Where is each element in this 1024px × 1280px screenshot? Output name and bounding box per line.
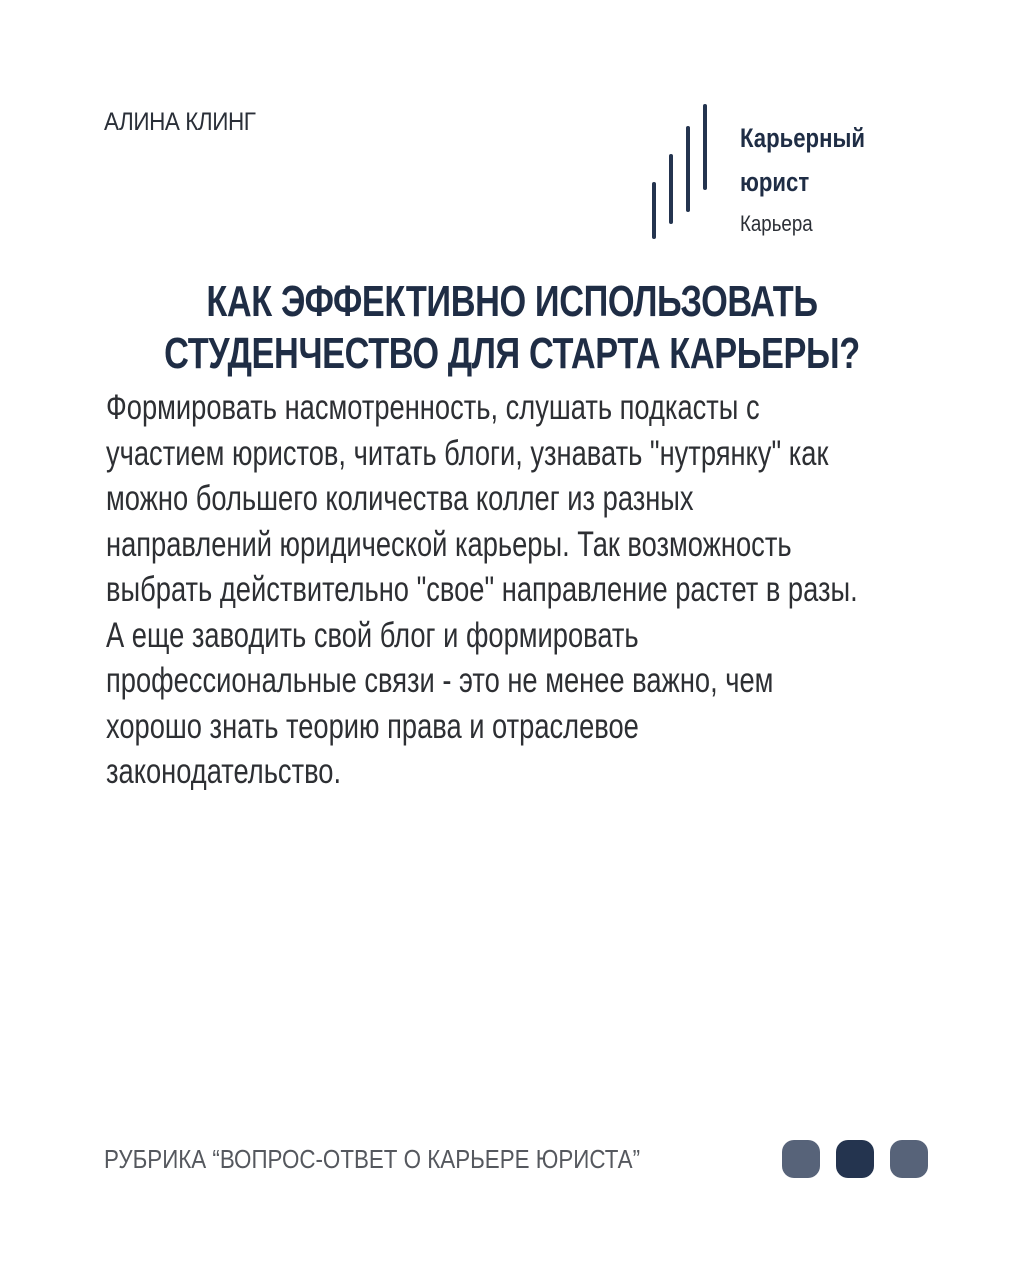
pagination-dot[interactable] bbox=[890, 1140, 928, 1178]
pagination-dot[interactable] bbox=[782, 1140, 820, 1178]
answer-line: Формировать насмотренность, слушать подкасты с bbox=[106, 388, 760, 427]
answer-line: законодательство. bbox=[106, 752, 342, 791]
answer-text bbox=[106, 385, 1006, 795]
pagination-dot-active[interactable] bbox=[836, 1140, 874, 1178]
answer-line: профессиональные связи - это не менее важно, чем bbox=[106, 661, 774, 700]
pagination-dots bbox=[782, 1140, 928, 1180]
logo-title-line2: юрист bbox=[740, 167, 810, 197]
answer-line: А еще заводить свой блог и формировать bbox=[106, 615, 639, 655]
answer-line: направлений юридической карьеры. Так возможность bbox=[106, 524, 792, 564]
author-name: АЛИНА КЛИНГ bbox=[104, 108, 256, 136]
logo-title-line1: Карьерный bbox=[740, 123, 865, 153]
logo-subtitle: Карьера bbox=[740, 211, 813, 236]
rubric-caption: РУБРИКА “ВОПРОС-ОТВЕТ О КАРЬЕРЕ ЮРИСТА” bbox=[104, 1144, 641, 1174]
answer-line: выбрать действительно "свое" направление растет в разы. bbox=[106, 570, 858, 609]
answer-line: можно большего количества коллег из разных bbox=[106, 479, 694, 518]
logo bbox=[648, 100, 908, 245]
headline-line-2: СТУДЕНЧЕСТВО ДЛЯ СТАРТА КАРЬЕРЫ? bbox=[164, 329, 860, 378]
headline-line-1: КАК ЭФФЕКТИВНО ИСПОЛЬЗОВАТЬ bbox=[206, 277, 818, 326]
answer-line: участием юристов, читать блоги, узнавать "нутрянку" как bbox=[106, 433, 829, 473]
bars-logo-icon bbox=[648, 100, 718, 245]
headline bbox=[60, 276, 964, 380]
answer-line: хорошо знать теорию права и отраслевое bbox=[106, 706, 639, 746]
